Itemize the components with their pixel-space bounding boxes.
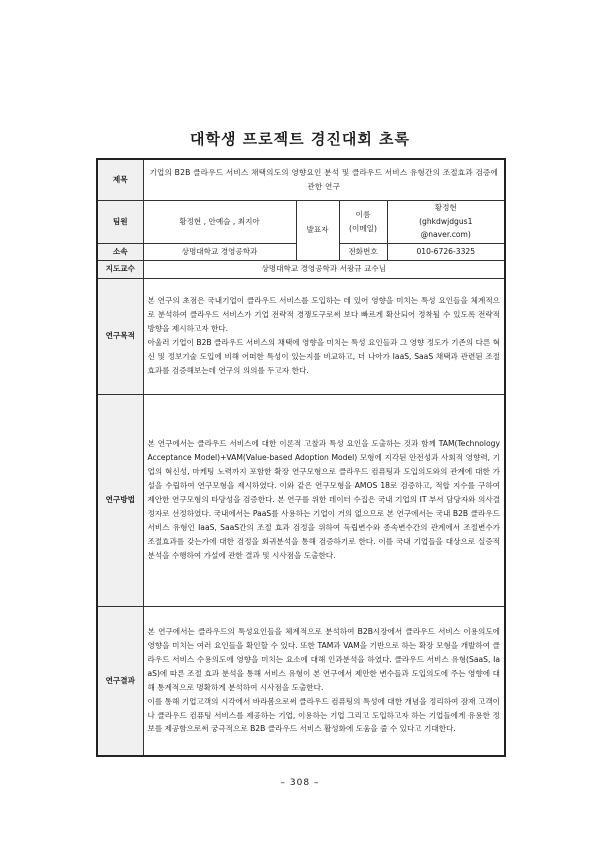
presenter-name: 황정현: [434, 202, 457, 212]
presenter-contact: [387, 200, 505, 243]
affiliation-label: 소속: [97, 243, 143, 260]
advisor-label: 지도교수: [97, 260, 143, 278]
method-text: [143, 394, 505, 606]
presenter-label: 발표자: [296, 200, 339, 260]
subject-label: 제목: [97, 159, 143, 200]
phone-value: 010-6726-3325: [387, 243, 505, 260]
presenter-email: (ghkdwjdgus1 @naver.com): [419, 216, 473, 240]
purpose-label: 연구목적: [97, 278, 143, 394]
page-title: 대학생 프로젝트 경진대회 초록: [189, 130, 411, 148]
team-label: 팀원: [97, 200, 143, 243]
result-paragraph: 이를 통해 기업고객의 시각에서 바라봄으로써 클라우드 컴퓨팅의 특성에 대한 개념을 정리하여 잠재 고객이나 클라우드 컴퓨팅 서비스를 제공하는 기업, 이용하는 기업 그리고 도입하고자 하는 기업들에게 유용한 정보를 제공함으로써 궁극적으로 B2B 클라우드 서비스 활성화에 도움을 줄 수 있다고 기대한다.: [147, 696, 501, 734]
result-text: [143, 606, 505, 756]
purpose-paragraph: 본 연구의 초점은 국내기업이 클라우드 서비스를 도입하는 데 있어 영향을 미치는 특성 요인들을 체계적으로 분석하여 클라우드 서비스가 기업 전략적 경쟁도구로써 보다 빠르게 확산되어 정착될 수 있도록 전략적 방향을 제시하고자 한다.: [147, 296, 501, 334]
result-label: 연구결과: [97, 606, 143, 756]
advisor-value: 상명대학교 경영공학과 서광규 교수님: [143, 260, 505, 278]
affiliation-value: 상명대학교 경영공학과: [143, 243, 296, 260]
team-members-value: 황정현 , 안예슬 , 최지아: [143, 200, 296, 243]
page-number: – 308 –: [280, 778, 320, 788]
method-label: 연구방법: [97, 394, 143, 606]
purpose-text: [143, 278, 505, 394]
subject-value: 기업의 B2B 클라우드 서비스 채택의도의 영향요인 분석 및 클라우드 서비스 유형간의 조절효과 검증에 관한 연구: [143, 159, 505, 200]
name-email-label: 이름 (이메일): [339, 200, 387, 243]
abstract-form-table: [96, 158, 506, 757]
method-paragraph: 본 연구에서는 클라우드 서비스에 대한 이론적 고찰과 특성 요인을 도출하는 것과 함께 TAM(Technology Acceptance Model)+VAM(Value-based Adoption Model) 모형에 지각된 안전성과 사회적 영향력, 기업의 혁신성, 마케팅 노력까지 포함한 확장 연구모형으로 클라우드 컴퓨팅과 도입의도와의 관계에 대한 가설을 수립하여 연구모형을 제시하였다. 이와 같은 연구모형을 AMOS 18로 검증하고, 적합 지수를 구하여 제안한 연구모형의 타당성을 검증한다. 본 연구를 위한 데이터 수집은 국내 기업의 IT 부서 담당자와 의사결정자로 선정하였다. 국내에서는 PaaS를 사용하는 기업이 거의 없으므로 본 연구에서는 국내 B2B 클라우드 서비스 유형인 IaaS, SaaS간의 조절 효과 검정을 위하여 독립변수와 종속변수간의 관계에서 조절변수가 조절효과를 갖는가에 대한 검정을 회귀분석을 통해 검증하기로 한다. 이를 국내 기업들을 대상으로 실증적 분석을 수행하여 가설에 관한 결과 및 시사점을 도출한다.: [147, 439, 501, 560]
purpose-paragraph: 아울러 기업이 B2B 클라우드 서비스의 채택에 영향을 미치는 특성 요인들과 그 영향 정도가 기존의 다른 혁신 및 정보기술 도입에 비해 어떠한 특성이 있는지를 비교하고, 더 나아가 IaaS, SaaS 채택과 관련된 조절효과를 검증해보는데 연구의 의의를 두고자 한다.: [147, 338, 501, 375]
result-paragraph: 본 연구에서는 클라우드의 특성요인들을 체계적으로 분석하여 B2B시장에서 클라우드 서비스 이용의도에 영향을 미치는 여러 요인들을 확인할 수 있다. 또한 TAM과 VAM을 기반으로 하는 확장 모형을 개발하여 클라우드 서비스 수용의도에 영향을 미치는 요소에 대해 인과분석을 하였다. 클라우드 서비스 유형(SaaS, IaaS)에 따른 조절 효과 분석을 통해 서비스 유형이 본 연구에서 제안한 변수들과 도입의도에 주는 영향에 대해 통계적으로 명확하게 분석하여 시사점을 도출한다.: [147, 627, 501, 692]
phone-label: 전화번호: [339, 243, 387, 260]
